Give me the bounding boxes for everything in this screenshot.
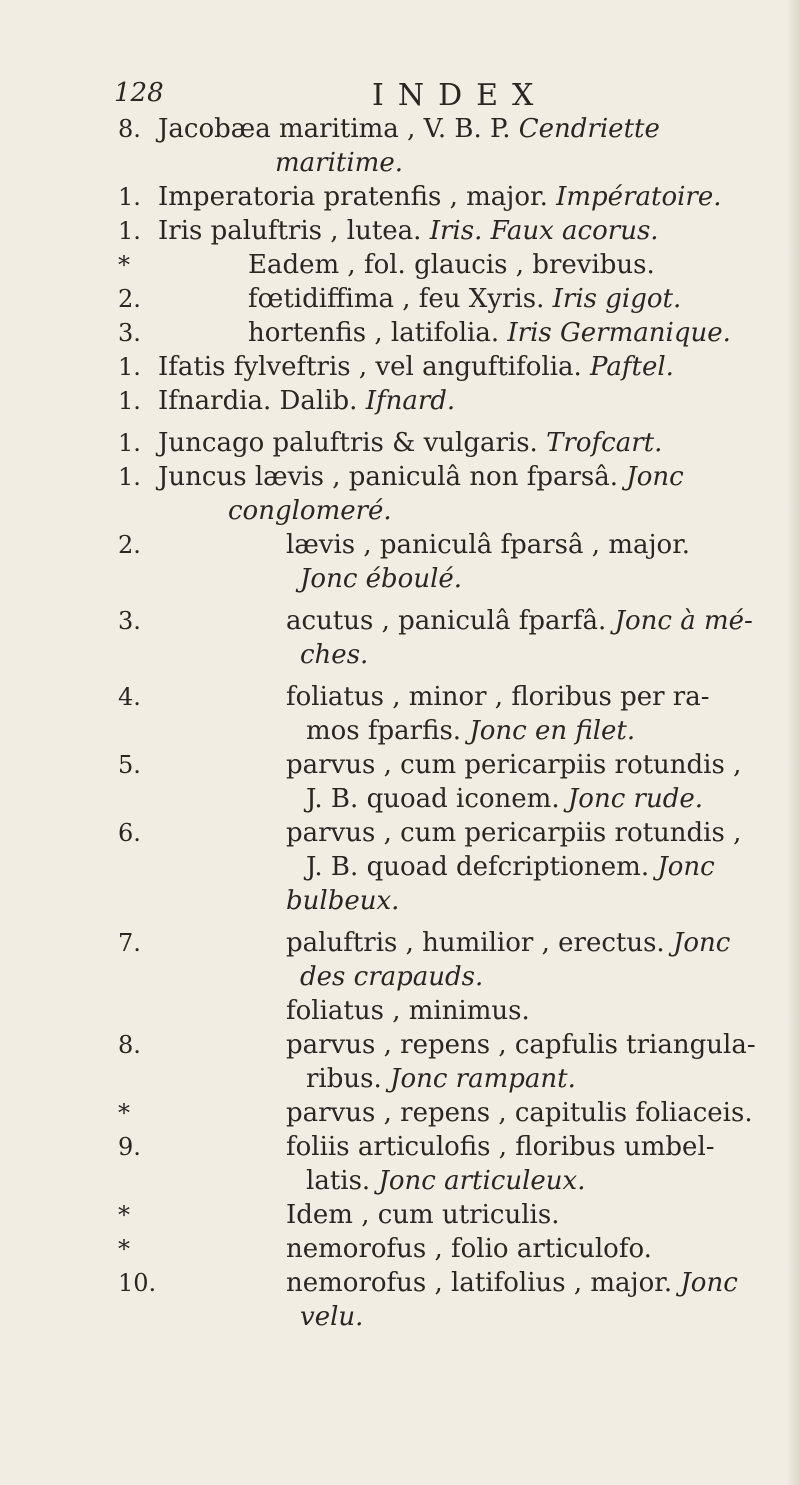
entry-latin: paluftris , humilior , erectus. — [286, 928, 665, 958]
entry-french: Trofcart. — [546, 428, 663, 458]
entry-latin: foliatus , minor , floribus per ra- — [286, 682, 710, 712]
entry-marker: 2. — [118, 531, 141, 559]
entry-continuation — [0, 960, 800, 994]
entry-latin: parvus , repens , capfulis triangula- — [286, 1030, 756, 1060]
entry-latin: lævis , paniculâ fparsâ , major. — [286, 530, 691, 560]
entry-latin: parvus , cum pericarpiis rotundis , — [286, 750, 742, 780]
entry-continuation — [0, 494, 800, 528]
entry-french: Cendriette — [518, 114, 660, 144]
entry-marker: 1. — [118, 217, 141, 245]
entry-french-continued: Jonc rampant. — [390, 1064, 576, 1094]
entry-marker: 3. — [118, 319, 141, 347]
entry-french-continued: Jonc éboulé. — [300, 564, 463, 594]
entry-marker: 5. — [118, 751, 141, 779]
entry-marker: 6. — [118, 819, 141, 847]
entry-continuation — [0, 782, 800, 816]
index-entry — [0, 994, 800, 1028]
entry-french-continued: velu. — [300, 1302, 364, 1332]
entry-marker: 1. — [118, 387, 141, 415]
entry-marker: * — [118, 1235, 130, 1263]
entry-latin: foliis articulofis , floribus umbel- — [286, 1132, 715, 1162]
entry-continuation — [0, 1164, 800, 1198]
entry-french: Paftel. — [590, 352, 674, 382]
entry-latin: nemorofus , folio articulofo. — [286, 1234, 652, 1264]
entry-marker: 1. — [118, 463, 141, 491]
entry-marker: 1. — [118, 183, 141, 211]
entry-french: Iris. Faux acorus. — [429, 216, 659, 246]
entry-french: Iris gigot. — [552, 284, 682, 314]
entry-latin: Ifnardia. Dalib. — [158, 386, 358, 416]
entry-latin: Juncus lævis , paniculâ non fparsâ. — [158, 462, 619, 492]
entry-french: Jonc — [680, 1268, 738, 1298]
index-entry — [0, 604, 800, 672]
index-entries — [0, 112, 800, 1334]
index-entry — [0, 1096, 800, 1130]
entry-marker: * — [118, 1201, 130, 1229]
entry-marker: 8. — [118, 115, 141, 143]
entry-latin: hortenfis , latifolia. — [248, 318, 500, 348]
index-entry — [0, 1266, 800, 1334]
index-entry — [0, 1028, 800, 1096]
running-title: INDEX — [372, 78, 548, 113]
entry-marker: 4. — [118, 683, 141, 711]
entry-continuation — [0, 850, 800, 884]
entry-continuation — [0, 562, 800, 596]
index-entry — [0, 528, 800, 596]
entry-latin-continued: ribus. — [306, 1064, 382, 1094]
entry-latin: parvus , cum pericarpiis rotundis , — [286, 818, 742, 848]
index-entry — [0, 214, 800, 248]
entry-french-continued: ches. — [300, 640, 369, 670]
entry-latin: Idem , cum utriculis. — [286, 1200, 560, 1230]
entry-marker: * — [118, 251, 130, 279]
entry-latin-continued: mos fparfis. — [306, 716, 462, 746]
entry-continuation — [0, 638, 800, 672]
index-entry — [0, 282, 800, 316]
entry-french-continued: Jonc — [657, 852, 715, 882]
entry-marker: 10. — [118, 1269, 157, 1297]
index-entry — [0, 816, 800, 918]
entry-marker: 7. — [118, 929, 141, 957]
entry-french-continued: Jonc rude. — [567, 784, 703, 814]
entry-latin: Imperatoria pratenfis , major. — [158, 182, 548, 212]
entry-french: Jonc à mé- — [614, 606, 753, 636]
entry-marker: 3. — [118, 607, 141, 635]
index-entry — [0, 384, 800, 418]
entry-french-continued: conglomeré. — [228, 496, 392, 526]
entry-latin-continued: latis. — [306, 1166, 371, 1196]
entry-continuation — [0, 146, 800, 180]
entry-french: Jonc — [626, 462, 684, 492]
index-entry — [0, 1198, 800, 1232]
entry-marker: 1. — [118, 353, 141, 381]
entry-french-continued: Jonc articuleux. — [378, 1166, 586, 1196]
entry-french: Ifnard. — [365, 386, 456, 416]
entry-continuation — [0, 884, 800, 918]
entry-marker: 1. — [118, 429, 141, 457]
entry-french-continued: maritime. — [275, 148, 403, 178]
entry-continuation — [0, 1300, 800, 1334]
index-entry — [0, 180, 800, 214]
entry-latin: Juncago paluftris & vulgaris. — [158, 428, 538, 458]
entry-latin: Iris paluftris , lutea. — [158, 216, 422, 246]
entry-latin-continued: J. B. quoad iconem. — [306, 784, 560, 814]
entry-continuation — [0, 714, 800, 748]
index-entry — [0, 460, 800, 528]
entry-marker: * — [118, 1099, 130, 1127]
entry-latin: foliatus , minimus. — [286, 996, 530, 1026]
entry-french: Impératoire. — [556, 182, 722, 212]
entry-french-continued-2: bulbeux. — [286, 886, 400, 916]
index-entry — [0, 112, 800, 180]
entry-marker: 9. — [118, 1133, 141, 1161]
index-entry — [0, 248, 800, 282]
index-entry — [0, 350, 800, 384]
index-entry — [0, 680, 800, 748]
index-entry — [0, 316, 800, 350]
entry-french-continued: Jonc en filet. — [469, 716, 636, 746]
entry-french: Iris Germanique. — [507, 318, 731, 348]
entry-latin: Jacobæa maritima , V. B. P. — [158, 114, 511, 144]
entry-latin-continued: J. B. quoad defcriptionem. — [306, 852, 650, 882]
page-number: 128 — [114, 78, 164, 108]
entry-latin: parvus , repens , capitulis foliaceis. — [286, 1098, 753, 1128]
entry-marker: 2. — [118, 285, 141, 313]
index-entry — [0, 1130, 800, 1198]
index-entry — [0, 426, 800, 460]
entry-latin: acutus , paniculâ fparfâ. — [286, 606, 607, 636]
entry-continuation — [0, 1062, 800, 1096]
entry-latin: Eadem , fol. glaucis , brevibus. — [248, 250, 655, 280]
entry-french-continued: des crapauds. — [300, 962, 484, 992]
entry-french: Jonc — [672, 928, 731, 958]
index-entry — [0, 1232, 800, 1266]
index-entry — [0, 926, 800, 994]
entry-marker: 8. — [118, 1031, 141, 1059]
entry-latin: nemorofus , latifolius , major. — [286, 1268, 673, 1298]
entry-latin: fœtidiffima , feu Xyris. — [248, 284, 545, 314]
entry-line — [0, 994, 800, 1028]
entry-latin: Ifatis fylveftris , vel anguftifolia. — [158, 352, 582, 382]
index-entry — [0, 748, 800, 816]
